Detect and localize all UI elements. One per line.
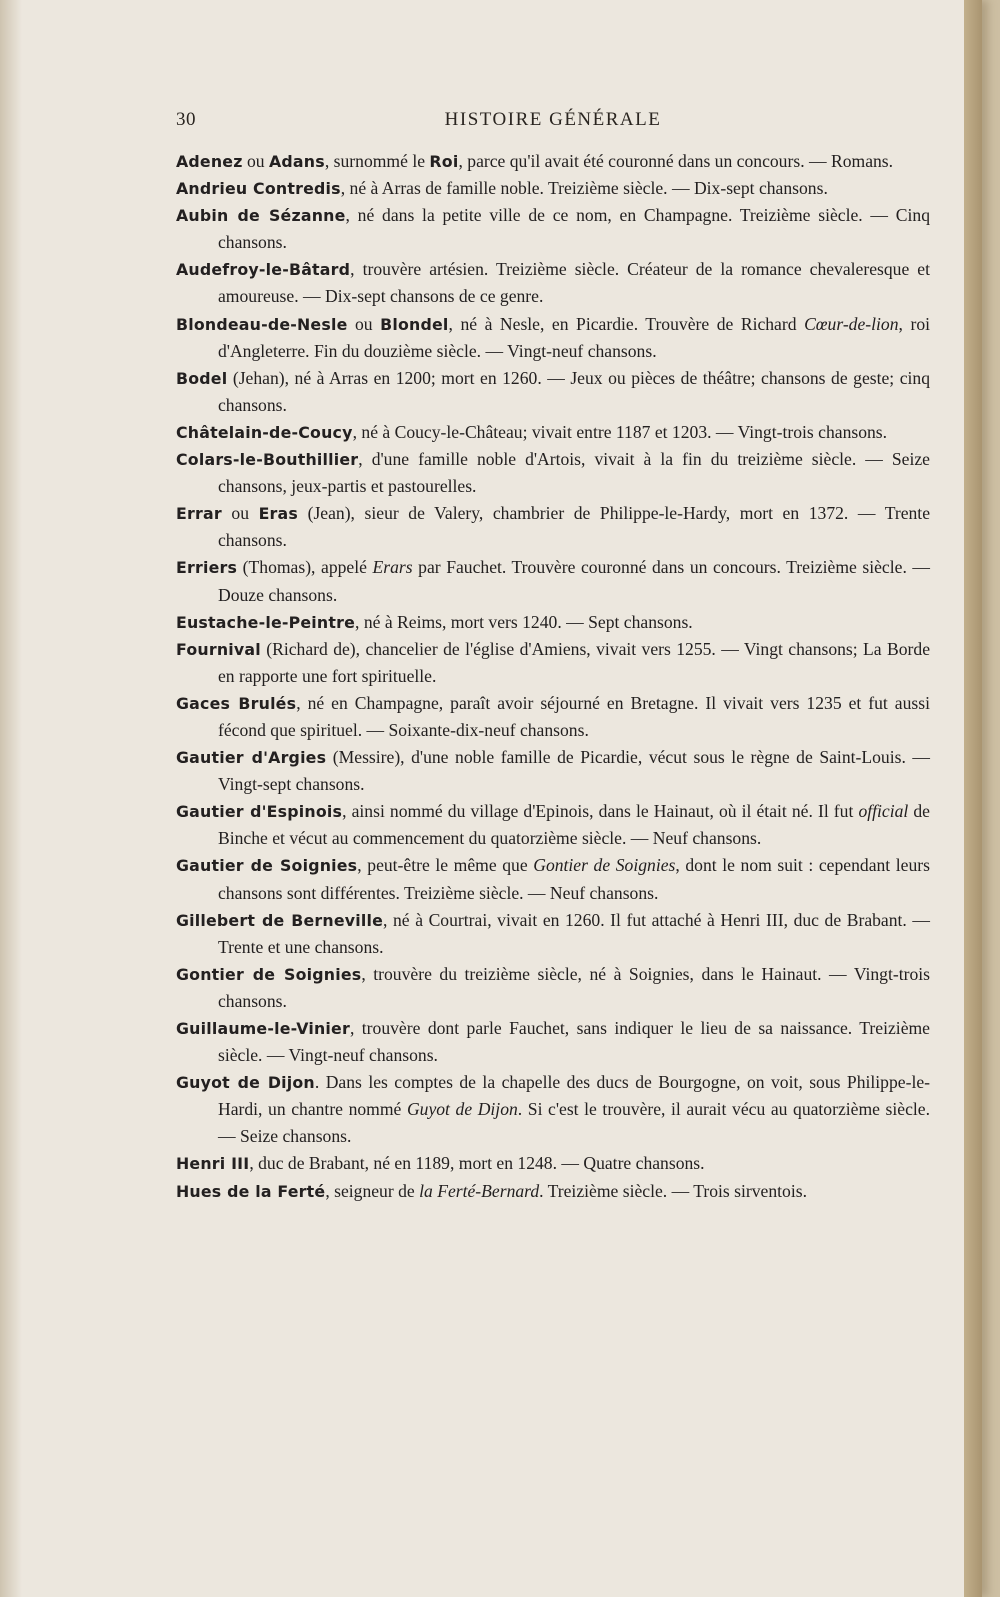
entry-name: Eras [258,504,299,524]
list-item [176,609,930,636]
entry-text: . Si c'est le trouvère, il aurait vécu au quatorzième siècle. — Seize chansons. [218,1099,930,1147]
entry-text: (Jehan), né à Arras en 1200; mort en 1260. — Jeux ou pièces de théâtre; chansons de geste; cinq chansons. [218,367,930,415]
entry-name: Hues de la Ferté [176,1181,326,1201]
list-item [176,256,930,310]
list-item [176,446,930,500]
page-edge [964,0,982,1597]
entry-italic: Guyot de Dijon [406,1099,518,1120]
entry-text: , né à Courtrai, vivait en 1260. Il fut attaché à Henri III, duc de Brabant. — Trente et une chansons. [218,909,930,957]
entry-name: Gillebert de Berneville [176,910,384,930]
entry-name: Gaces Brulés [176,693,297,713]
entry-text: , seigneur de [325,1180,420,1201]
entry-text: , trouvère dont parle Fauchet, sans indiquer le lieu de sa naissance. Treizième siècle. — Vingt-neuf chansons. [218,1018,930,1066]
list-item [176,419,930,446]
entry-italic: Cœur-de-lion [804,313,899,334]
entry-text: ou [347,313,381,334]
entry-name: Henri III [176,1154,250,1174]
list-item [176,365,930,419]
entry-text: , ainsi nommé du village d'Epinois, dans le Hainaut, où il était né. Il fut [342,801,859,822]
list-item [176,961,930,1015]
entry-italic: la Ferté-Bernard [419,1180,540,1201]
entry-text: (Jean), sieur de Valery, chambrier de Philippe-le-Hardy, mort en 1372. — Trente chansons. [218,503,931,551]
list-item [176,690,930,744]
entry-name: Gautier d'Espinois [176,802,343,822]
entry-name: Gontier de Soignies [176,964,362,984]
list-item [176,636,930,690]
entry-text: par Fauchet. Trouvère couronné dans un concours. Treizième siècle. — Douze chansons. [218,557,931,605]
entry-text: , d'une famille noble d'Artois, vivait à la fin du treizième siècle. — Seize chansons, jeux-partis et pastourelles. [218,449,930,497]
entry-text: (Thomas), appelé [237,557,373,578]
entry-text: , trouvère artésien. Treizième siècle. Créateur de la romance chevaleresque et amoureuse. — Dix-sept chansons de ce genre. [218,259,930,307]
list-item [176,500,930,554]
entry-name: Gautier de Soignies [176,856,358,876]
entry-name: Andrieu Contredis [176,179,341,199]
entry-italic: Gontier de Soignies [533,855,676,876]
entry-text: , né à Reims, mort vers 1240. — Sept chansons. [355,611,693,632]
entry-name: Eustache-le-Peintre [176,612,356,632]
entry-name: Bodel [176,368,228,388]
list-item [176,175,930,202]
entry-name: Gautier d'Argies [176,748,327,768]
entry-text: . Treizième siècle. — Trois sirventois. [539,1180,807,1201]
entry-text: (Richard de), chancelier de l'église d'Amiens, vivait vers 1255. — Vingt chansons; La Borde en rapporte une fort spirituelle. [218,638,930,686]
trouvere-list [176,148,930,1205]
entry-text: , duc de Brabant, né en 1189, mort en 1248. — Quatre chansons. [249,1153,705,1174]
entry-text: ou [242,151,269,171]
list-item [176,744,930,798]
list-item [176,852,930,906]
entry-name: Audefroy-le-Bâtard [176,260,351,280]
list-item [176,1015,930,1069]
entry-text: ou [221,503,259,524]
entry-name: Guyot de Dijon [176,1073,315,1093]
entry-text: de Binche et vécut au commencement du quatorzième siècle. — Neuf chansons. [218,801,930,849]
entry-text: , né à Coucy-le-Château; vivait entre 1187 et 1203. — Vingt-trois chansons. [352,421,888,442]
list-item [176,907,930,961]
entry-text: , né dans la petite ville de ce nom, en Champagne. Treizième siècle. — Cinq chansons. [218,205,930,253]
list-item [176,1178,930,1205]
page-number: 30 [176,109,196,130]
list-item [176,798,930,852]
entry-text: , dont le nom suit : cependant leurs chansons sont différentes. Treizième siècle. — Neuf chansons. [218,855,930,903]
entry-text: , surnommé le [324,151,430,171]
entry-text: , né en Champagne, paraît avoir séjourné en Bretagne. Il vivait vers 1235 et fut aussi fécond que spirituel. — Soixante-dix-neuf chansons. [218,692,930,740]
entry-name: Adenez [176,152,243,171]
entry-name: Châtelain-de-Coucy [176,422,353,442]
entry-name: Guillaume-le-Vinier [176,1019,350,1038]
entry-italic: Erars [372,557,413,578]
entry-text: , né à Arras de famille noble. Treizième siècle. — Dix-sept chansons. [340,178,828,199]
entry-text: , parce qu'il avait été couronné dans un concours. — Romans. [458,151,894,171]
entry-text: , né à Nesle, en Picardie. Trouvère de Richard [448,313,805,334]
entry-text: . Dans les comptes de la chapelle des ducs de Bourgogne, on voit, sous Philippe-le-Hardi, un chantre nommé [218,1072,930,1120]
entry-name: Blondeau-de-Nesle [176,314,348,334]
entry-name: Adans [269,152,325,171]
entry-text: (Messire), d'une noble famille de Picardie, vécut sous le règne de Saint-Louis. — Vingt-sept chansons. [218,747,930,795]
list-item [176,1069,930,1150]
entry-text: , trouvère du treizième siècle, né à Soignies, dans le Hainaut. — Vingt-trois chansons. [218,963,931,1011]
entry-name: Blondel [380,314,449,334]
entry-text: , peut-être le même que [357,855,534,876]
running-header [176,109,930,139]
entry-name: Aubin de Sézanne [176,206,346,226]
entry-italic: official [858,801,909,822]
entry-name: Erriers [176,558,238,578]
list-item [176,1150,930,1177]
entry-name: Roi [429,152,459,171]
list-item [176,554,930,608]
list-item [176,202,930,256]
list-item [176,148,930,175]
entry-name: Colars-le-Bouthillier [176,450,359,470]
entry-name: Fournival [176,639,261,659]
list-item [176,311,930,365]
entry-text: , roi d'Angleterre. Fin du douzième siècle. — Vingt-neuf chansons. [218,313,931,361]
page-title: HISTOIRE GÉNÉRALE [444,109,662,130]
entry-name: Errar [176,504,222,524]
